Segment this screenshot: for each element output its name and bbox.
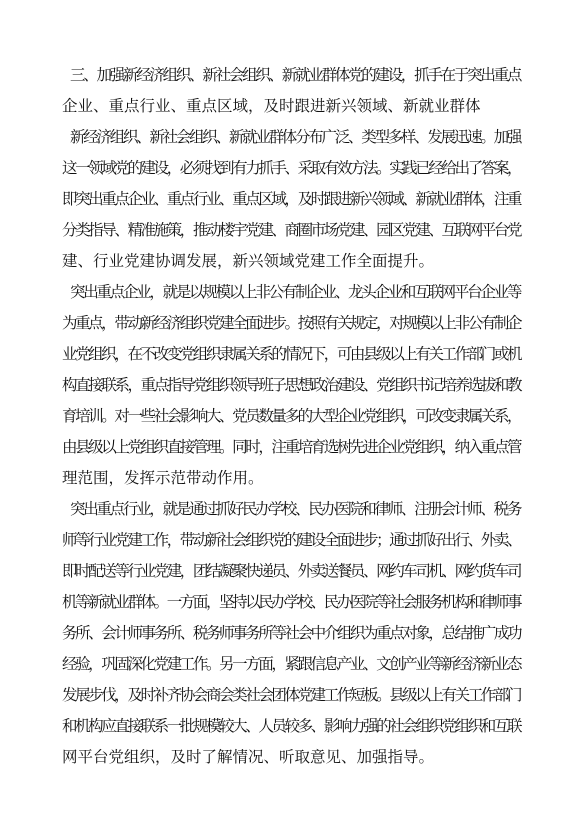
text-line: 师等行业党建工作，带动新社会组织党的建设全面进步；通过抓好出行、外卖、: [62, 531, 520, 549]
text-line: 业党组织，在不改变党组织隶属关系的情况下，可由县级以上有关工作部门或机: [62, 345, 520, 363]
text-line: 育培训。对一些社会影响大、党员数量多的大型企业党组织，可改变隶属关系，: [62, 407, 520, 425]
text-line: 突出重点行业，就是通过抓好民办学校、民办医院和律师、注册会计师、税务: [70, 500, 520, 518]
text-line: 企业、重点行业、重点区域，及时跟进新兴领域、新就业群体: [62, 97, 481, 115]
text-line: 务所、会计师事务所、税务师事务所等社会中介组织为重点对象，总结推广成功: [62, 624, 520, 642]
text-line: 和机构应直接联系一批规模较大、人员较多、影响力强的社会组织党组织和互联: [62, 717, 520, 735]
paragraph-overview: [62, 122, 520, 277]
paragraph-heading-3: [62, 60, 520, 122]
text-line: 机等新就业群体。一方面，坚持以民办学校、民办医院等社会服务机构和律师事: [62, 593, 520, 611]
text-line: 经验，巩固深化党建工作。另一方面，紧跟信息产业、文创产业等新经济新业态: [62, 655, 520, 673]
text-line: 发展步伐，及时补齐协会商会类社会团体党建工作短板。县级以上有关工作部门: [62, 686, 520, 704]
text-line: 构直接联系，重点指导党组织领导班子思想政治建设、党组织书记培养选拔和教: [62, 376, 520, 394]
text-line: 即时配送等行业党建，团结凝聚快递员、外卖送餐员、网约车司机、网约货车司: [62, 562, 520, 580]
text-line: 三、加强新经济组织、新社会组织、新就业群体党的建设，抓手在于突出重点: [70, 66, 520, 84]
paragraph-key-industries: [62, 494, 520, 773]
text-line: 为重点，带动新经济组织党建全面进步。按照有关规定，对规模以上非公有制企: [62, 314, 520, 332]
document-body: [62, 60, 520, 773]
text-line: 理范围，发挥示范带动作用。: [62, 469, 264, 487]
text-line: 新经济组织、新社会组织、新就业群体分布广泛、类型多样、发展迅速。加强: [70, 128, 520, 146]
text-line: 这一领域党的建设，必须找到有力抓手、采取有效方法。实践已经给出了答案，: [62, 159, 520, 177]
text-line: 建、行业党建协调发展，新兴领域党建工作全面提升。: [62, 252, 435, 270]
text-line: 网平台党组织，及时了解情况、听取意见、加强指导。: [62, 748, 435, 766]
text-line: 由县级以上党组织直接管理。同时，注重培育选树先进企业党组织，纳入重点管: [62, 438, 520, 456]
text-line: 分类指导、精准施策，推动楼宇党建、商圈市场党建、园区党建、互联网平台党: [62, 221, 520, 239]
text-line: 突出重点企业，就是以规模以上非公有制企业、龙头企业和互联网平台企业等: [70, 283, 520, 301]
text-line: 即突出重点企业、重点行业、重点区域，及时跟进新兴领域、新就业群体，注重: [62, 190, 520, 208]
paragraph-key-enterprises: [62, 277, 520, 494]
